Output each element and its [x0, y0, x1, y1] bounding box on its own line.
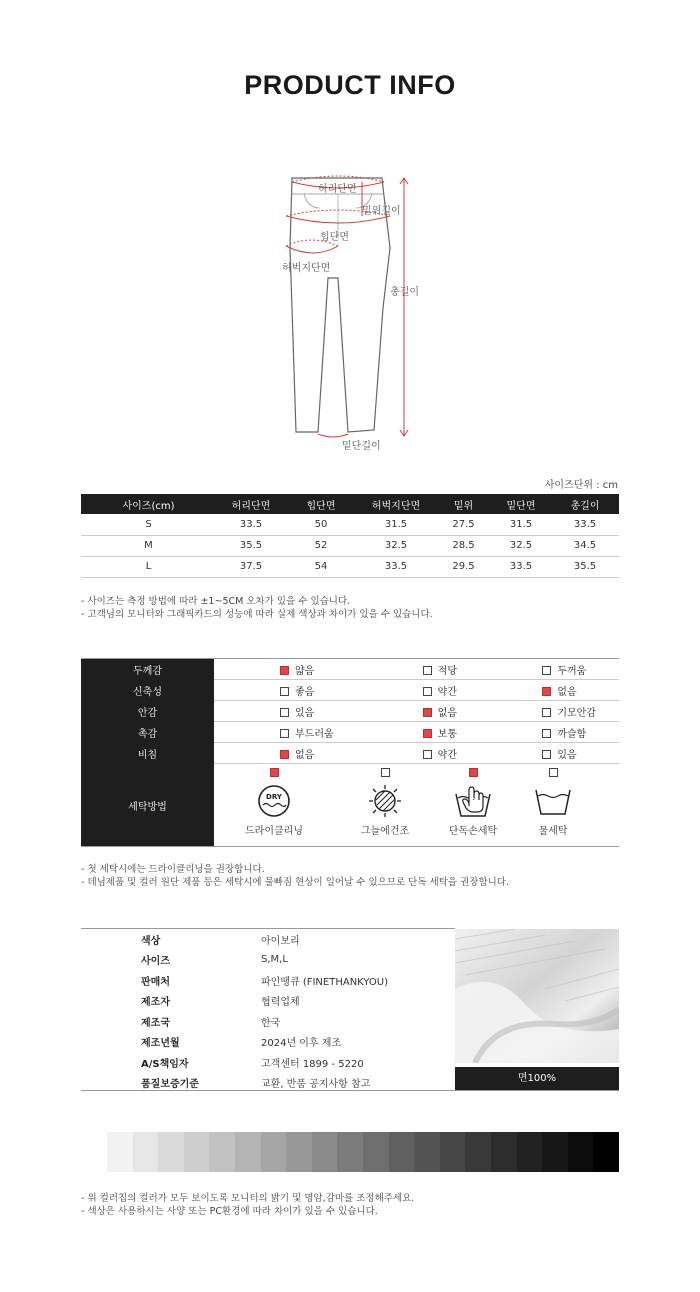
divider	[81, 1090, 619, 1091]
checkbox	[423, 729, 432, 738]
option-label: 적당	[437, 665, 457, 677]
size-cell: 32.5	[491, 535, 551, 556]
wash-method	[508, 768, 598, 837]
dry-icon-text: DRY	[266, 793, 282, 801]
table-row	[81, 950, 455, 971]
feature-option	[214, 722, 357, 743]
feature-label: 신축성	[81, 680, 214, 701]
size-cell: 29.5	[436, 556, 491, 577]
color-notes	[81, 1192, 414, 1218]
diagram-label-thigh: 허벅지단면	[282, 263, 331, 274]
size-cell: 32.5	[356, 535, 436, 556]
water-wash-icon	[533, 784, 573, 818]
gray-chip	[235, 1132, 261, 1172]
feature-row	[81, 722, 619, 743]
gray-chip	[465, 1132, 491, 1172]
gray-chip	[107, 1132, 133, 1172]
size-cell: M	[81, 535, 216, 556]
option-label: 까슬함	[557, 728, 587, 740]
option-label: 없음	[437, 707, 457, 719]
feature-option	[214, 659, 357, 680]
pants-diagram	[250, 168, 450, 458]
size-cell: 34.5	[551, 535, 619, 556]
gray-chip	[158, 1132, 184, 1172]
feature-label: 비침	[81, 743, 214, 764]
wash-method-label: 물세탁	[538, 826, 568, 837]
gray-chip	[184, 1132, 210, 1172]
info-key: A/S책임자	[141, 1058, 189, 1070]
size-header-cell: 허리단면	[216, 494, 286, 514]
info-value: 고객센터 1899 - 5220	[261, 1058, 364, 1070]
product-info-table	[81, 929, 455, 1093]
feature-option	[476, 743, 619, 764]
size-cell: 37.5	[216, 556, 286, 577]
checkbox	[423, 687, 432, 696]
gray-chip	[133, 1132, 159, 1172]
size-cell: 33.5	[551, 514, 619, 535]
material-badge: 면100%	[455, 1067, 619, 1090]
option-label: 부드러움	[295, 728, 334, 740]
option-label: 얇음	[295, 665, 315, 677]
gray-chip	[261, 1132, 287, 1172]
gray-chip	[440, 1132, 466, 1172]
info-key: 품질보증기준	[141, 1079, 199, 1091]
size-cell: 35.5	[216, 535, 286, 556]
checkbox	[549, 768, 558, 777]
size-cell: 52	[286, 535, 356, 556]
gray-chip	[312, 1132, 338, 1172]
option-label: 좋음	[295, 686, 315, 698]
wash-method	[428, 768, 518, 837]
size-cell: L	[81, 556, 216, 577]
gray-chip	[286, 1132, 312, 1172]
table-row	[81, 991, 455, 1012]
checkbox	[381, 768, 390, 777]
diagram-label-rise: 밑위길이	[362, 206, 401, 217]
checkbox	[542, 666, 551, 675]
info-value: 교환, 반품 공지사항 참고	[261, 1079, 371, 1091]
feature-option	[476, 659, 619, 680]
size-cell: 31.5	[356, 514, 436, 535]
washing-label: 세탁방법	[81, 764, 214, 847]
size-cell: 35.5	[551, 556, 619, 577]
size-cell: 31.5	[491, 514, 551, 535]
gray-chip	[389, 1132, 415, 1172]
checkbox	[542, 708, 551, 717]
checkbox	[280, 666, 289, 675]
checkbox	[423, 750, 432, 759]
washing-methods	[214, 764, 619, 847]
checkbox	[280, 750, 289, 759]
size-cell: 33.5	[356, 556, 436, 577]
checkbox	[270, 768, 279, 777]
option-label: 보통	[437, 728, 457, 740]
feature-option	[214, 701, 357, 722]
size-note: - 사이즈는 측정 방법에 따라 ±1~5CM 오차가 있을 수 있습니다.	[81, 596, 351, 607]
gray-chip	[414, 1132, 440, 1172]
wash-note: - 데님제품 및 컬러 원단 제품 등은 세탁시에 물빠짐 현상이 일어날 수 있으므로 단독 세탁을 권장합니다.	[81, 877, 510, 888]
table-row	[81, 514, 619, 535]
feature-option	[357, 701, 477, 722]
size-table	[81, 494, 619, 578]
checkbox	[542, 750, 551, 759]
table-row	[81, 535, 619, 556]
size-header-cell: 총길이	[551, 494, 619, 514]
size-cell: 28.5	[436, 535, 491, 556]
info-key: 사이즈	[141, 956, 170, 968]
info-value: S,M,L	[261, 954, 288, 966]
option-label: 기모안감	[557, 707, 596, 719]
wash-note: - 첫 세탁시에는 드라이클리닝을 권장합니다.	[81, 864, 265, 875]
size-notes	[81, 595, 433, 621]
feature-row	[81, 680, 619, 701]
table-row	[81, 1011, 455, 1032]
gray-chip	[491, 1132, 517, 1172]
checkbox	[542, 687, 551, 696]
table-row	[81, 970, 455, 991]
washing-row	[81, 764, 619, 847]
wash-method	[340, 768, 430, 837]
size-cell: S	[81, 514, 216, 535]
feature-label: 안감	[81, 701, 214, 722]
feature-row	[81, 659, 619, 680]
option-label: 두꺼움	[557, 665, 587, 677]
info-key: 색상	[141, 935, 161, 947]
size-header-cell: 밑위	[436, 494, 491, 514]
table-row	[81, 1032, 455, 1053]
option-label: 있음	[557, 749, 577, 761]
info-value: 파인땡큐 (FINETHANKYOU)	[261, 976, 389, 988]
checkbox	[542, 729, 551, 738]
wash-notes	[81, 863, 509, 889]
checkbox	[280, 708, 289, 717]
wash-method-label: 그늘에건조	[360, 826, 410, 837]
size-header-cell: 밑단면	[491, 494, 551, 514]
size-cell: 33.5	[216, 514, 286, 535]
feature-option	[476, 680, 619, 701]
checkbox	[280, 729, 289, 738]
size-cell: 33.5	[491, 556, 551, 577]
grayscale-chart	[107, 1132, 619, 1172]
option-label: 없음	[557, 686, 577, 698]
info-value: 아이보리	[261, 935, 300, 947]
gray-chip	[517, 1132, 543, 1172]
info-key: 제조국	[141, 1017, 170, 1029]
info-key: 판매처	[141, 976, 170, 988]
feature-option	[357, 722, 477, 743]
size-note: - 고객님의 모니터와 그래픽카드의 성능에 따라 실제 색상과 차이가 있을 수 있습니다.	[81, 609, 433, 620]
feature-option	[476, 701, 619, 722]
feature-row	[81, 743, 619, 764]
info-value: 협력업체	[261, 997, 300, 1009]
checkbox	[423, 708, 432, 717]
wash-method	[229, 768, 319, 837]
size-header-cell: 힙단면	[286, 494, 356, 514]
diagram-label-waist: 허리단면	[318, 184, 357, 195]
checkbox	[469, 768, 478, 777]
wash-method-label: 드라이클리닝	[245, 826, 303, 837]
size-cell: 50	[286, 514, 356, 535]
info-key: 제조년월	[141, 1038, 180, 1050]
diagram-label-hip: 힙단면	[320, 232, 349, 243]
info-key: 제조자	[141, 997, 170, 1009]
size-header-cell: 사이즈(cm)	[81, 494, 216, 514]
gray-chip	[363, 1132, 389, 1172]
option-label: 약간	[437, 686, 457, 698]
feature-row	[81, 701, 619, 722]
feature-table	[81, 658, 619, 847]
size-unit: 사이즈단위 : cm	[544, 480, 618, 491]
checkbox	[280, 687, 289, 696]
feature-option	[214, 743, 357, 764]
table-row	[81, 556, 619, 577]
size-cell: 54	[286, 556, 356, 577]
feature-option	[476, 722, 619, 743]
size-table-header	[81, 494, 619, 514]
wash-method-label: 단독손세탁	[448, 826, 498, 837]
diagram-label-hem: 밑단길이	[342, 441, 381, 452]
feature-option	[214, 680, 357, 701]
gray-chip	[209, 1132, 235, 1172]
info-value: 한국	[261, 1017, 281, 1029]
color-note: - 위 컬러칩의 컬러가 모두 보이도록 모니터의 밝기 및 명암,감마를 조정해주세요.	[81, 1193, 415, 1204]
gray-chip	[542, 1132, 568, 1172]
checkbox	[423, 666, 432, 675]
gray-chip	[337, 1132, 363, 1172]
shade-dry-icon	[365, 784, 405, 818]
info-value: 2024년 이후 제조	[261, 1038, 342, 1050]
table-row	[81, 1052, 455, 1073]
option-label: 있음	[295, 707, 315, 719]
table-row	[81, 929, 455, 950]
gray-chip	[568, 1132, 594, 1172]
gray-chip	[593, 1132, 619, 1172]
option-label: 없음	[295, 749, 315, 761]
hand-wash-icon	[453, 784, 493, 818]
size-cell: 27.5	[436, 514, 491, 535]
color-note: - 색상은 사용하시는 사양 또는 PC환경에 따라 차이가 있을 수 있습니다.	[81, 1206, 378, 1217]
dry-clean-icon	[254, 784, 294, 818]
option-label: 약간	[437, 749, 457, 761]
feature-option	[357, 659, 477, 680]
fabric-swatch-image	[455, 929, 619, 1063]
feature-option	[357, 743, 477, 764]
feature-label: 두께감	[81, 659, 214, 680]
page-title: PRODUCT INFO	[244, 70, 456, 100]
feature-option	[357, 680, 477, 701]
size-header-cell: 허벅지단면	[356, 494, 436, 514]
diagram-label-length: 총길이	[390, 287, 419, 298]
feature-label: 촉감	[81, 722, 214, 743]
